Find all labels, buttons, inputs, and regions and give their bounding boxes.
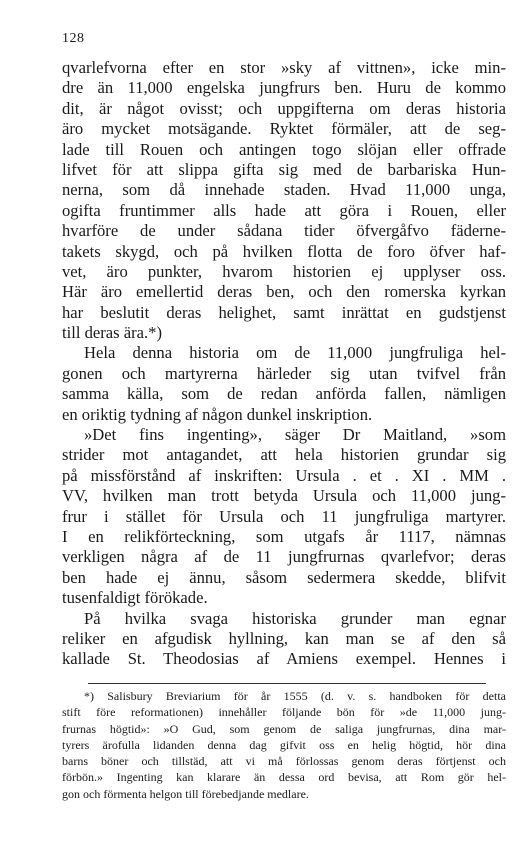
text-line: ben hade ej ännu, såsom sedermera skedde, blifvit [62,567,506,587]
footnote-line: förbön.» Ingenting kan klarare än dessa ord bevisa, att Rom gör hel- [62,770,506,785]
text-line: Här äro emellertid deras ben, och den romerska kyrkan [62,282,506,302]
text-line: lifvet för att slippa gifta sig med de barbariska Hun- [62,159,506,179]
text-line: ogifta fruntimmer alls hade att göra i Rouen, eller [62,200,506,220]
text-line: I en relikförteckning, som utgafs år 1117, nämnas [62,526,506,546]
text-line: »Det fins ingenting», säger Dr Maitland, »som [84,425,506,445]
footnote-line: *) Salisbury Breviarium för år 1555 (d. v. s. handboken för detta [84,689,506,703]
text-line: en oriktig tydning af någon dunkel inskription. [62,404,373,424]
text-line: VV, hvilken man trott betyda Ursula och 11,000 jung- [62,486,506,506]
footnote [62,688,506,802]
footnote-line: frurnas högtid»: »O Gud, som genom de saliga jungfrurnas, dina mar- [62,721,506,736]
text-line: takets skygd, och på hvilken flotta de foro öfver haf- [62,241,506,261]
footnote-line: gon och förmenta helgon till förebedjande medlare. [62,786,309,801]
footnote-line: tyrers ärofulla lidanden denna dag gifvit oss en helig högtid, hör dina [62,737,506,752]
text-line: verkligen några af de 11 jungfrurnas qvarlefvor; deras [62,547,506,567]
text-line: till deras ära.*) [62,323,162,343]
text-line: reliker en afgudisk hyllning, kan man se af den så [62,628,506,648]
text-line: hvarföre de under sådana tider öfvergåfvo fäderne- [62,221,506,241]
page-number: 128 [62,31,85,46]
text-line: dre än 11,000 engelska jungfrurs ben. Huru de kommo [62,78,506,98]
text-line: samma källa, som de redan anförda fallen, nämligen [62,384,506,404]
text-line: På hvilka svaga historiska grunder man egnar [84,608,506,628]
text-line: Hela denna historia om de 11,000 jungfruliga hel- [84,343,506,363]
text-line: frur i stället för Ursula och 11 jungfruliga martyrer. [62,506,506,526]
text-line: dit, är något ovisst; och uppgifterna om deras historia [62,98,506,118]
text-line: på missförstånd af inskriften: Ursula . et . XI . MM . [62,465,506,485]
text-line: kallade St. Theodosias af Amiens exempel. Hennes i [62,649,506,669]
text-line: har beslutit deras helighet, samt inrättat en gudstjenst [62,302,506,322]
text-line: vet, äro punkter, hvarom historien ej upplyser oss. [62,261,506,281]
footnote-line: stift före reformationen) innehåller följande bön för »de 11,000 jung- [62,705,506,720]
footnote-divider [88,683,486,684]
text-line: lade till Rouen och antingen togo slöjan eller offrade [62,139,506,159]
body-text [62,58,506,670]
text-line: tusenfaldigt förökade. [62,588,208,608]
footnote-line: barns böner och tillstäd, att vi må förlossas genom deras förtjenst och [62,754,506,769]
text-line: nerna, som då innehade staden. Hvad 11,000 unga, [62,180,506,200]
text-line: strider mot antagandet, att hela historien grundar sig [62,445,506,465]
text-line: äro mycket motsägande. Ryktet förmäler, att de seg- [62,119,506,139]
text-line: gonen och martyrerna härleder sig utan tvifvel från [62,363,506,383]
text-line: qvarlefvorna efter en stor »sky af vittnen», icke min- [62,58,506,77]
